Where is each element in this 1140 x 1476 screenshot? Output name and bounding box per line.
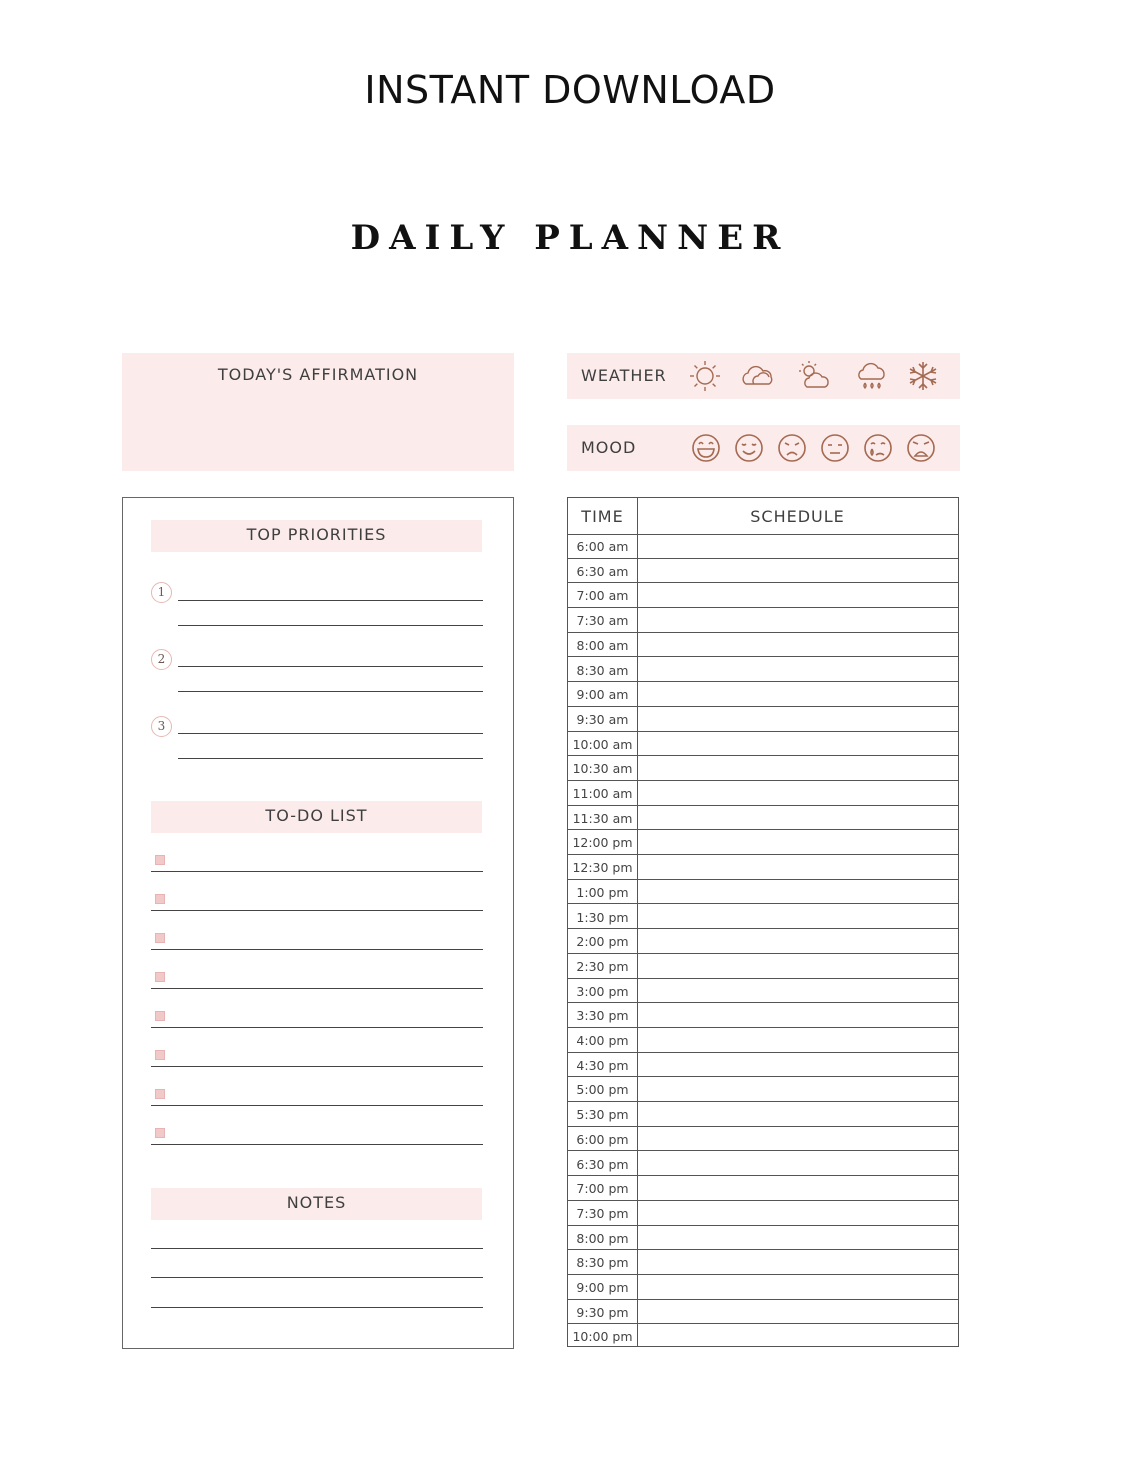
time-slot-label: 7:00 pm bbox=[576, 1181, 629, 1197]
todo-checkbox[interactable] bbox=[155, 933, 165, 943]
schedule-row[interactable] bbox=[568, 1077, 958, 1102]
partly-cloudy-icon[interactable] bbox=[797, 359, 833, 393]
top-priorities-header bbox=[151, 520, 482, 552]
priority-2-line[interactable] bbox=[178, 666, 483, 667]
schedule-table bbox=[567, 497, 959, 1347]
time-slot-label: 10:30 am bbox=[572, 761, 633, 777]
sad-face-icon[interactable] bbox=[774, 431, 810, 465]
todo-checkbox[interactable] bbox=[155, 1089, 165, 1099]
todo-checkbox[interactable] bbox=[155, 894, 165, 904]
time-slot-label: 9:30 am bbox=[576, 711, 629, 727]
time-slot-label: 5:00 pm bbox=[576, 1082, 629, 1098]
laughing-face-icon[interactable] bbox=[688, 431, 724, 465]
time-slot-label: 4:30 pm bbox=[576, 1057, 629, 1073]
page-title: DAILY PLANNER bbox=[350, 218, 790, 258]
schedule-row[interactable] bbox=[568, 905, 958, 930]
time-slot-label: 7:30 pm bbox=[576, 1205, 629, 1221]
schedule-row[interactable] bbox=[568, 707, 958, 732]
schedule-row[interactable] bbox=[568, 1028, 958, 1053]
schedule-row[interactable] bbox=[568, 1102, 958, 1127]
todo-checkbox[interactable] bbox=[155, 855, 165, 865]
notes-line[interactable] bbox=[151, 1307, 483, 1308]
notes-label: NOTES bbox=[286, 1193, 347, 1212]
angry-face-icon[interactable] bbox=[903, 431, 939, 465]
left-panel bbox=[122, 497, 514, 1349]
schedule-row[interactable] bbox=[568, 1300, 958, 1325]
time-slot-label: 8:30 am bbox=[576, 662, 629, 678]
todo-list-header bbox=[151, 801, 482, 833]
smiling-face-icon[interactable] bbox=[731, 431, 767, 465]
schedule-row[interactable] bbox=[568, 1250, 958, 1275]
time-slot-label: 1:00 pm bbox=[576, 884, 629, 900]
time-slot-label: 6:00 pm bbox=[576, 1131, 629, 1147]
todo-line[interactable] bbox=[151, 871, 483, 872]
schedule-row[interactable] bbox=[568, 1201, 958, 1226]
neutral-face-icon[interactable] bbox=[817, 431, 853, 465]
priority-3-line[interactable] bbox=[178, 733, 483, 734]
schedule-row[interactable] bbox=[568, 806, 958, 831]
schedule-row[interactable] bbox=[568, 1127, 958, 1152]
schedule-row[interactable] bbox=[568, 1275, 958, 1300]
todo-line[interactable] bbox=[151, 1027, 483, 1028]
mood-label: MOOD bbox=[581, 438, 637, 457]
time-slot-label: 2:00 pm bbox=[576, 934, 629, 950]
time-slot-label: 6:30 am bbox=[576, 563, 629, 579]
time-slot-label: 12:30 pm bbox=[572, 860, 633, 876]
time-slot-label: 5:30 pm bbox=[576, 1107, 629, 1123]
time-slot-label: 9:00 pm bbox=[576, 1280, 629, 1295]
schedule-row[interactable] bbox=[568, 929, 958, 954]
time-slot-label: 8:00 am bbox=[576, 637, 629, 653]
todo-line[interactable] bbox=[151, 988, 483, 989]
priority-1-line[interactable] bbox=[178, 600, 483, 601]
affirmation-box[interactable] bbox=[122, 353, 514, 471]
todo-checkbox[interactable] bbox=[155, 1050, 165, 1060]
schedule-row[interactable] bbox=[568, 1053, 958, 1078]
mood-bar bbox=[567, 425, 960, 471]
weather-bar bbox=[567, 353, 960, 399]
time-slot-label: 4:00 pm bbox=[576, 1033, 629, 1048]
time-slot-label: 9:30 pm bbox=[576, 1304, 629, 1320]
schedule-row[interactable] bbox=[568, 1152, 958, 1177]
schedule-row[interactable] bbox=[568, 1003, 958, 1028]
time-slot-label: 12:00 pm bbox=[572, 835, 633, 851]
schedule-row[interactable] bbox=[568, 559, 958, 584]
notes-line[interactable] bbox=[151, 1248, 483, 1249]
time-slot-label: 7:00 am bbox=[576, 588, 629, 604]
schedule-row[interactable] bbox=[568, 608, 958, 633]
schedule-row[interactable] bbox=[568, 880, 958, 905]
time-slot-label: 10:00 pm bbox=[572, 1329, 633, 1345]
todo-line[interactable] bbox=[151, 1066, 483, 1067]
notes-line[interactable] bbox=[151, 1277, 483, 1278]
schedule-row[interactable] bbox=[568, 1324, 958, 1349]
schedule-row[interactable] bbox=[568, 633, 958, 658]
schedule-row[interactable] bbox=[568, 781, 958, 806]
schedule-row[interactable] bbox=[568, 954, 958, 979]
time-slot-label: 11:00 am bbox=[572, 786, 633, 801]
time-slot-label: 7:30 am bbox=[576, 613, 629, 629]
priority-1-line-2[interactable] bbox=[178, 625, 483, 626]
schedule-row[interactable] bbox=[568, 979, 958, 1004]
todo-line[interactable] bbox=[151, 949, 483, 950]
priority-number-2: 2 bbox=[151, 649, 172, 670]
notes-header bbox=[151, 1188, 482, 1220]
schedule-header: SCHEDULE bbox=[750, 507, 845, 526]
sun-icon[interactable] bbox=[687, 359, 723, 393]
affirmation-label: TODAY'S AFFIRMATION bbox=[217, 365, 419, 384]
schedule-row[interactable] bbox=[568, 682, 958, 707]
time-slot-label: 11:30 am bbox=[572, 810, 633, 826]
schedule-row[interactable] bbox=[568, 732, 958, 757]
priority-number-1: 1 bbox=[151, 582, 172, 603]
priority-3-line-2[interactable] bbox=[178, 758, 483, 759]
todo-checkbox[interactable] bbox=[155, 972, 165, 982]
time-slot-label: 2:30 pm bbox=[576, 958, 629, 974]
schedule-row[interactable] bbox=[568, 658, 958, 683]
time-slot-label: 9:00 am bbox=[576, 687, 629, 703]
todo-line[interactable] bbox=[151, 1144, 483, 1145]
schedule-row[interactable] bbox=[568, 1226, 958, 1251]
snowflake-icon[interactable] bbox=[905, 359, 941, 393]
instant-download-banner: INSTANT DOWNLOAD bbox=[364, 68, 776, 112]
time-slot-label: 3:30 pm bbox=[576, 1008, 629, 1024]
rain-icon[interactable] bbox=[854, 359, 890, 393]
priority-number-3: 3 bbox=[151, 716, 172, 737]
schedule-row[interactable] bbox=[568, 1176, 958, 1201]
todo-checkbox[interactable] bbox=[155, 1128, 165, 1138]
priority-2-line-2[interactable] bbox=[178, 691, 483, 692]
schedule-row[interactable] bbox=[568, 583, 958, 608]
todo-list-label: TO-DO LIST bbox=[265, 806, 368, 825]
schedule-row[interactable] bbox=[568, 830, 958, 855]
cloud-icon[interactable] bbox=[740, 359, 776, 393]
schedule-row[interactable] bbox=[568, 534, 958, 559]
weather-label: WEATHER bbox=[581, 366, 667, 385]
time-slot-label: 8:30 pm bbox=[576, 1255, 629, 1271]
crying-face-icon[interactable] bbox=[860, 431, 896, 465]
time-slot-label: 3:00 pm bbox=[576, 983, 629, 999]
top-priorities-label: TOP PRIORITIES bbox=[246, 525, 387, 544]
schedule-row[interactable] bbox=[568, 855, 958, 880]
todo-line[interactable] bbox=[151, 1105, 483, 1106]
todo-line[interactable] bbox=[151, 910, 483, 911]
todo-checkbox[interactable] bbox=[155, 1011, 165, 1021]
schedule-header-row bbox=[568, 498, 958, 535]
time-slot-label: 6:30 pm bbox=[576, 1156, 629, 1172]
time-slot-label: 6:00 am bbox=[576, 539, 629, 554]
time-slot-label: 8:00 pm bbox=[576, 1230, 629, 1246]
time-slot-label: 1:30 pm bbox=[576, 909, 629, 925]
time-slot-label: 10:00 am bbox=[572, 736, 633, 752]
time-header: TIME bbox=[581, 507, 624, 526]
schedule-row[interactable] bbox=[568, 756, 958, 781]
